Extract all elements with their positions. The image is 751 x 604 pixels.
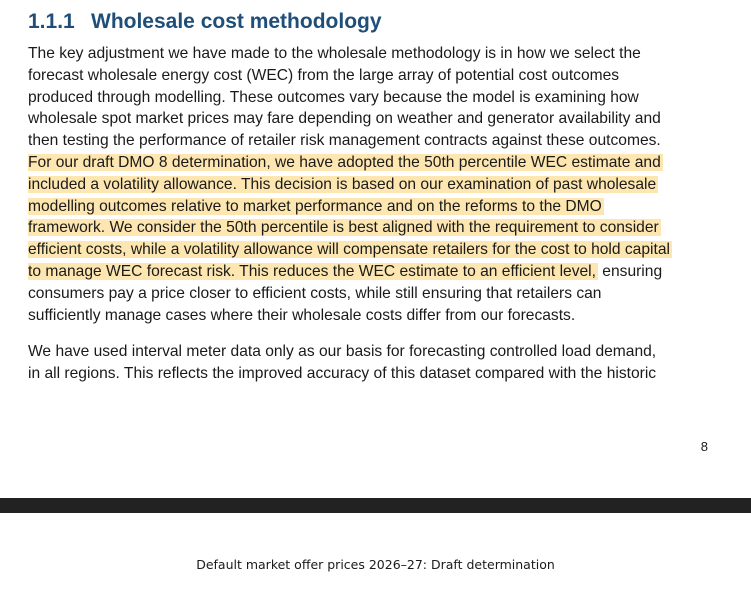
paragraph-line: wholesale spot market prices may fare depending on weather and generator availability and xyxy=(28,110,661,128)
highlighted-text: included a volatility allowance. This decision is based on our examination of past wholesale xyxy=(28,175,657,193)
plain-text: ensuring xyxy=(597,262,663,280)
highlighted-text: For our draft DMO 8 determination, we have adopted the 50th percentile WEC estimate and xyxy=(28,153,661,171)
paragraph-interval-meter xyxy=(28,341,718,385)
highlighted-line xyxy=(28,217,718,239)
section-number: 1.1.1 xyxy=(28,10,75,33)
highlighted-text: framework. We consider the 50th percentile is best aligned with the requirement to consider xyxy=(28,219,659,237)
paragraph-line: forecast wholesale energy cost (WEC) from the large array of potential cost outcomes xyxy=(28,66,620,84)
highlighted-text: efficient costs, while a volatility allowance will compensate retailers for the cost to hold capital xyxy=(28,241,670,259)
paragraph-wholesale-methodology xyxy=(28,43,718,326)
highlighted-text: modelling outcomes relative to market performance and on the reforms to the DMO xyxy=(28,197,602,215)
paragraph-line: produced through modelling. These outcomes vary because the model is examining how xyxy=(28,88,639,106)
page-number: 8 xyxy=(700,439,708,454)
paragraph-line: sufficiently manage cases where their wholesale costs differ from our forecasts. xyxy=(28,306,576,324)
paragraph-line: consumers pay a price closer to efficient costs, while still ensuring that retailers can xyxy=(28,284,602,302)
paragraph-line: then testing the performance of retailer risk management contracts against these outcomes. xyxy=(28,132,661,150)
highlighted-line xyxy=(28,196,718,218)
highlighted-line xyxy=(28,152,718,174)
mixed-line xyxy=(28,261,718,283)
highlighted-line xyxy=(28,174,718,196)
highlighted-text: to manage WEC forecast risk. This reduces the WEC estimate to an efficient level, xyxy=(28,262,596,280)
section-heading xyxy=(28,10,382,34)
page-break-bar xyxy=(0,498,751,513)
paragraph-line: The key adjustment we have made to the wholesale methodology is in how we select the xyxy=(28,45,641,62)
section-title: Wholesale cost methodology xyxy=(91,10,382,33)
paragraph-line: in all regions. This reflects the improved accuracy of this dataset compared with the historic xyxy=(28,364,657,382)
page-footer: Default market offer prices 2026–27: Draft determination xyxy=(196,557,555,572)
paragraph-line: We have used interval meter data only as our basis for forecasting controlled load demand, xyxy=(28,343,657,360)
highlighted-line xyxy=(28,239,718,261)
